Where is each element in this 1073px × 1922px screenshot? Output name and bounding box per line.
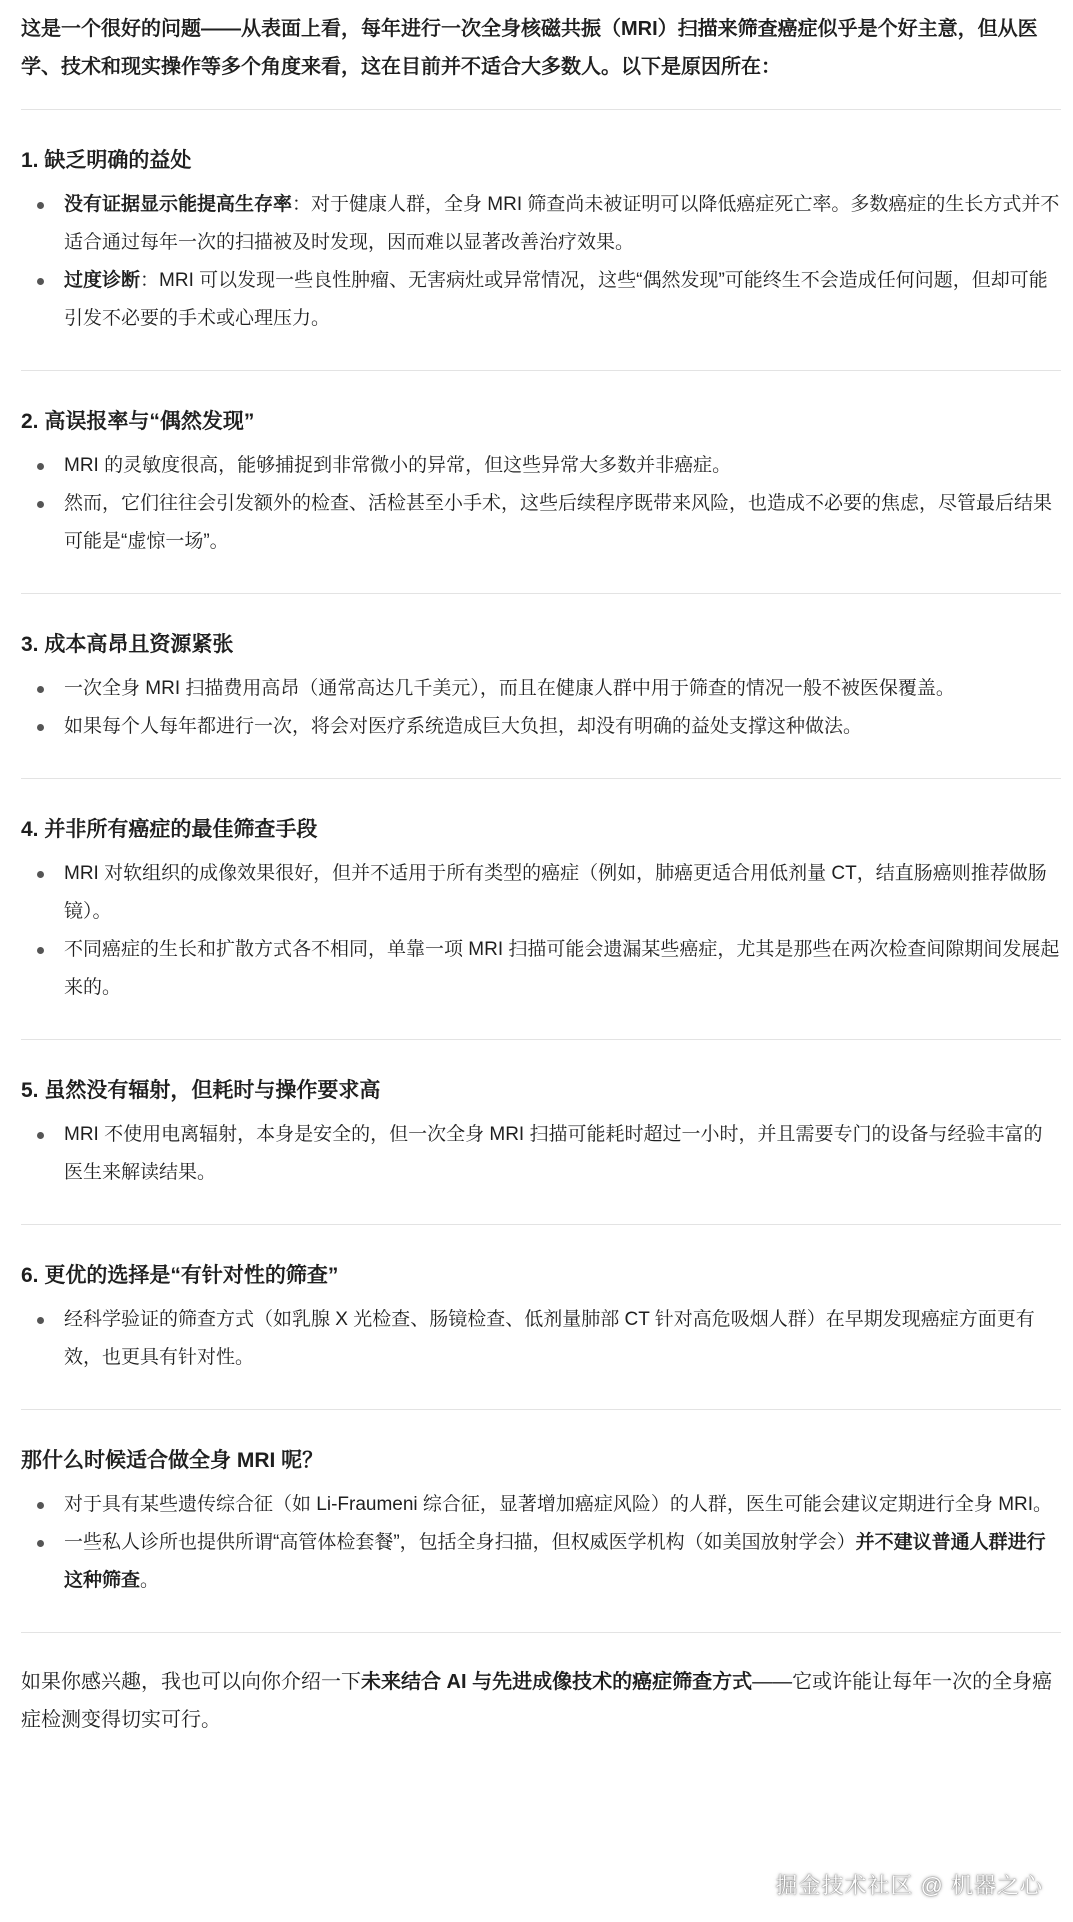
section <box>21 779 1061 1007</box>
section <box>21 1040 1061 1192</box>
list-item <box>21 1116 1061 1192</box>
bullet-dot-icon <box>37 1540 44 1547</box>
closing-bold-text: 未来结合 AI 与先进成像技术的癌症筛查方式 <box>361 1671 753 1693</box>
section-heading: 1. 缺乏明确的益处 <box>21 149 192 172</box>
bullet-dot-icon <box>37 724 44 731</box>
bullet-list <box>21 186 1061 338</box>
bullet-list <box>21 855 1061 1007</box>
section-divider <box>21 1632 1061 1633</box>
section <box>21 371 1061 561</box>
sections-container <box>21 109 1061 1633</box>
item-bold-lead: 没有证据显示能提高生存率 <box>64 194 293 215</box>
item-text: ：对于健康人群，全身 MRI 筛查尚未被证明可以降低癌症死亡率。多数癌症的生长方式并不适合通过每年一次的扫描被及时发现，因而难以显著改善治疗效果。 <box>64 194 1060 253</box>
section <box>21 110 1061 338</box>
section-heading: 5. 虽然没有辐射，但耗时与操作要求高 <box>21 1079 381 1102</box>
item-text: 一些私人诊所也提供所谓“高管体检套餐”，包括全身扫描，但权威医学机构（如美国放射学会） <box>64 1532 856 1553</box>
list-item <box>21 1301 1061 1377</box>
bullet-dot-icon <box>37 871 44 878</box>
section-heading: 2. 高误报率与“偶然发现” <box>21 410 255 433</box>
bullet-list <box>21 1116 1061 1192</box>
section-heading: 4. 并非所有癌症的最佳筛查手段 <box>21 818 318 841</box>
bullet-list <box>21 1486 1061 1600</box>
bullet-dot-icon <box>37 1317 44 1324</box>
item-text: 一次全身 MRI 扫描费用高昂（通常高达几千美元），而且在健康人群中用于筛查的情况一般不被医保覆盖。 <box>64 678 955 699</box>
closing-text-after: ——它或许能让每年一次的全身癌症检测变得切实可行。 <box>21 1671 1053 1731</box>
item-bold-emphasis: 并不建议普通人群进行这种筛查 <box>64 1532 1046 1591</box>
bullet-dot-icon <box>37 202 44 209</box>
item-text: MRI 对软组织的成像效果很好，但并不适用于所有类型的癌症（例如，肺癌更适合用低剂量 CT，结直肠癌则推荐做肠镜）。 <box>64 863 1047 922</box>
list-item <box>21 1486 1061 1524</box>
item-text-after: 。 <box>140 1570 160 1591</box>
item-text: ：MRI 可以发现一些良性肿瘤、无害病灶或异常情况，这些“偶然发现”可能终生不会造成任何问题，但却可能引发不必要的手术或心理压力。 <box>64 270 1048 329</box>
watermark: 掘金技术社区 @ 机器之心 <box>775 1873 1043 1898</box>
bullet-dot-icon <box>37 501 44 508</box>
closing-text-before: 如果你感兴趣，我也可以向你介绍一下 <box>21 1671 361 1693</box>
section-heading: 那什么时候适合做全身 MRI 呢？ <box>21 1449 324 1472</box>
list-item <box>21 855 1061 931</box>
list-item <box>21 447 1061 485</box>
item-text: 不同癌症的生长和扩散方式各不相同，单靠一项 MRI 扫描可能会遗漏某些癌症，尤其是那些在两次检查间隙期间发展起来的。 <box>64 939 1060 998</box>
item-bold-lead: 过度诊断 <box>64 270 141 291</box>
bullet-dot-icon <box>37 947 44 954</box>
list-item <box>21 708 1061 746</box>
bullet-dot-icon <box>37 1502 44 1509</box>
list-item <box>21 1524 1061 1600</box>
section-heading: 3. 成本高昂且资源紧张 <box>21 633 234 656</box>
intro-paragraph: 这是一个很好的问题——从表面上看，每年进行一次全身核磁共振（MRI）扫描来筛查癌症似乎是个好主意，但从医学、技术和现实操作等多个角度来看，这在目前并不适合大多数人。以下是原因所在： <box>21 18 1038 78</box>
list-item <box>21 262 1061 338</box>
item-text: 对于具有某些遗传综合征（如 Li-Fraumeni 综合征，显著增加癌症风险）的人群，医生可能会建议定期进行全身 MRI。 <box>64 1494 1053 1515</box>
list-item <box>21 485 1061 561</box>
bullet-list <box>21 447 1061 561</box>
bullet-list <box>21 670 1061 746</box>
list-item <box>21 670 1061 708</box>
closing-paragraph <box>21 1663 1061 1739</box>
bullet-dot-icon <box>37 1132 44 1139</box>
bullet-dot-icon <box>37 278 44 285</box>
document <box>21 10 1061 1739</box>
list-item <box>21 186 1061 262</box>
section <box>21 1225 1061 1377</box>
section-heading: 6. 更优的选择是“有针对性的筛查” <box>21 1264 339 1287</box>
section <box>21 1410 1061 1600</box>
list-item <box>21 931 1061 1007</box>
bullet-dot-icon <box>37 686 44 693</box>
item-text: 经科学验证的筛查方式（如乳腺 X 光检查、肠镜检查、低剂量肺部 CT 针对高危吸烟人群）在早期发现癌症方面更有效，也更具有针对性。 <box>64 1309 1035 1368</box>
item-text: MRI 的灵敏度很高，能够捕捉到非常微小的异常，但这些异常大多数并非癌症。 <box>64 455 732 476</box>
bullet-list <box>21 1301 1061 1377</box>
bullet-dot-icon <box>37 463 44 470</box>
section <box>21 594 1061 746</box>
item-text: MRI 不使用电离辐射，本身是安全的，但一次全身 MRI 扫描可能耗时超过一小时，并且需要专门的设备与经验丰富的医生来解读结果。 <box>64 1124 1043 1183</box>
item-text: 然而，它们往往会引发额外的检查、活检甚至小手术，这些后续程序既带来风险，也造成不必要的焦虑，尽管最后结果可能是“虚惊一场”。 <box>64 493 1053 552</box>
item-text: 如果每个人每年都进行一次，将会对医疗系统造成巨大负担，却没有明确的益处支撑这种做法。 <box>64 716 863 737</box>
